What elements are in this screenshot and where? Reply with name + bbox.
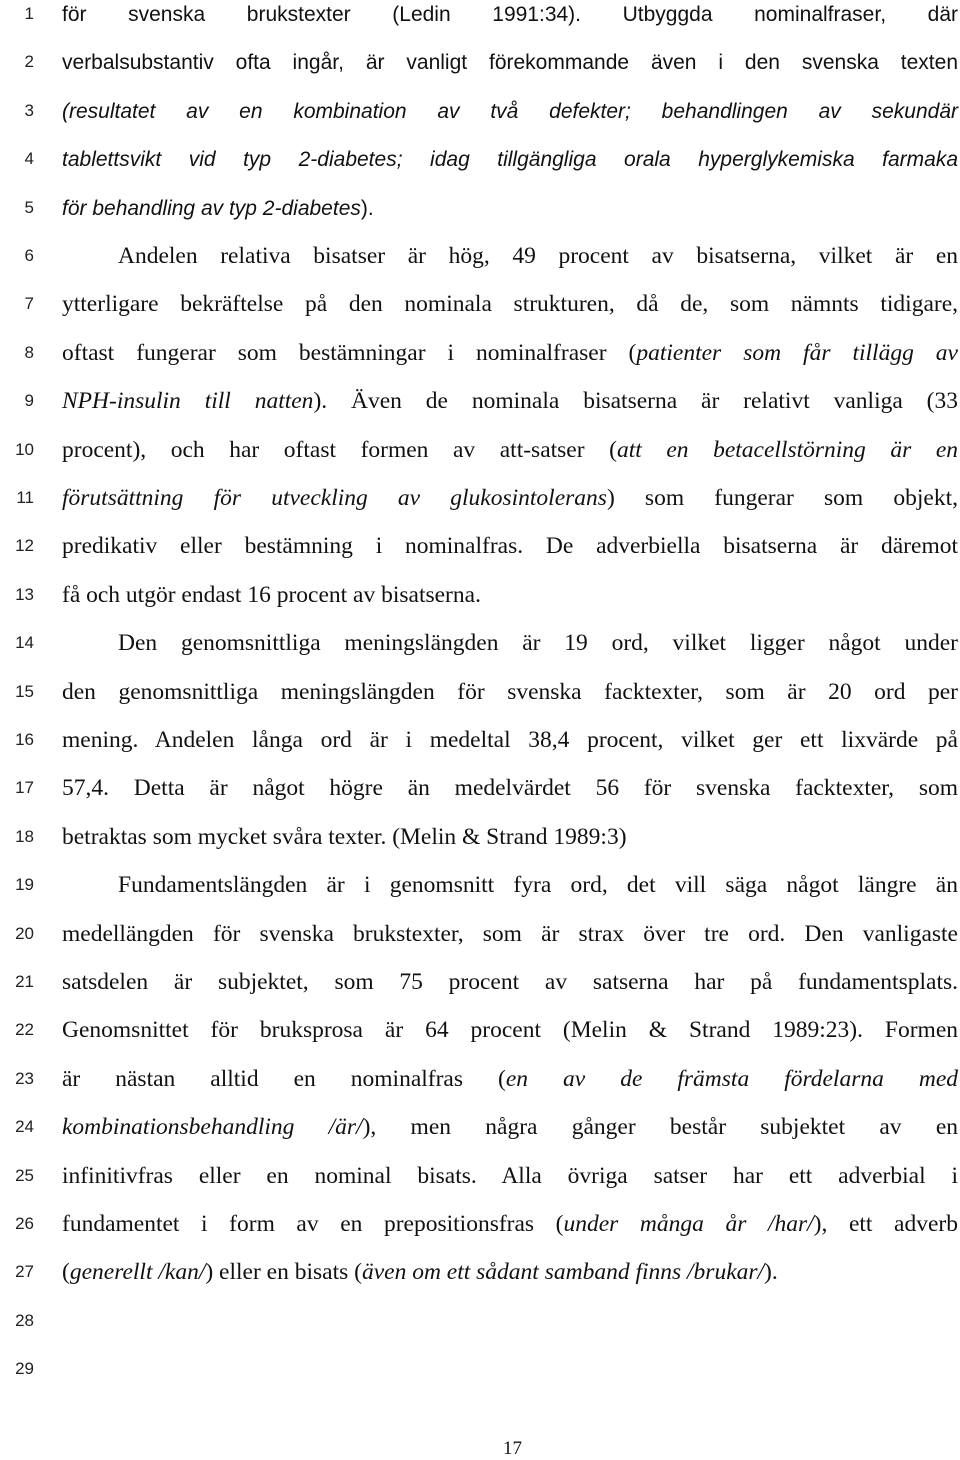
italic-example-text: förutsättning för utveckling av glukosintolerans (62, 485, 607, 511)
line-number: 3 (24, 100, 34, 120)
text-line (62, 193, 374, 223)
text-line (62, 338, 958, 368)
line-number: 11 (16, 488, 34, 507)
text-line (62, 580, 481, 610)
text-line (62, 1112, 958, 1142)
line-number: 12 (15, 536, 34, 556)
text-line (118, 870, 958, 900)
text-segment: ( (62, 1259, 70, 1286)
line-number: 28 (15, 1310, 34, 1330)
line-number: 21 (15, 972, 34, 991)
text-segment: procent), och har oftast formen av att-satser ( (62, 436, 617, 463)
text-segment: medellängden för svenska brukstexter, som är strax över tre ord. Den vanligaste (62, 920, 958, 947)
line-number: 22 (15, 1020, 34, 1040)
text-line (62, 289, 958, 319)
line-number: 17 (15, 778, 34, 798)
text-line (118, 628, 958, 658)
text-segment: ) som fungerar som objekt, (606, 485, 958, 511)
line-number: 29 (15, 1359, 34, 1379)
text-segment: ). Även de nominala bisatserna är relativt vanliga (33 (313, 388, 958, 415)
italic-example-text: kombinationsbehandling /är/ (62, 1114, 363, 1141)
text-line (62, 1015, 958, 1045)
text-segment: Fundamentslängden är i genomsnitt fyra ord, det vill säga något längre än (118, 872, 958, 899)
text-segment: ), men några gånger består subjektet av en (362, 1114, 958, 1141)
text-segment: ytterligare bekräftelse på den nominala strukturen, då de, som nämnts tidigare, (62, 291, 958, 318)
text-line (62, 773, 958, 803)
line-number: 6 (24, 246, 34, 265)
text-line (62, 0, 958, 29)
text-line (62, 435, 958, 465)
text-line (118, 241, 958, 271)
text-line (62, 386, 958, 416)
text-segment: satsdelen är subjektet, som 75 procent av satserna har på fundamentsplats. (62, 969, 958, 995)
line-number: 1 (24, 4, 34, 23)
line-number: 18 (15, 826, 34, 846)
line-number: 16 (15, 730, 34, 749)
italic-example-text: tablettsvikt vid typ 2-diabetes; idag tillgängliga orala hyperglykemiska farmaka (62, 148, 958, 172)
text-segment: för svenska brukstexter (Ledin 1991:34). Utbyggda nominalfraser, där (62, 3, 958, 26)
text-line (62, 725, 958, 755)
text-segment: predikativ eller bestämning i nominalfras. De adverbiella bisatserna är däremot (62, 533, 958, 560)
text-line (62, 531, 958, 561)
line-number: 25 (15, 1165, 34, 1185)
line-number: 10 (15, 439, 34, 459)
line-number: 9 (24, 391, 34, 411)
text-line (62, 47, 958, 77)
text-segment: ) eller en bisats ( (205, 1259, 362, 1286)
line-number: 15 (15, 681, 34, 701)
italic-example-text: även om ett sådant samband finns /brukar/ (361, 1259, 765, 1286)
text-line (62, 677, 958, 707)
italic-example-text: (resultatet av en kombination av två defekter; behandlingen av sekundär (62, 99, 958, 123)
italic-example-text: en av de främsta fördelarna med (505, 1065, 959, 1092)
line-number: 27 (15, 1262, 34, 1282)
text-segment: verbalsubstantiv ofta ingår, är vanligt förekommande även i den svenska texten (62, 51, 958, 75)
text-line (62, 967, 958, 997)
text-segment: få och utgör endast 16 procent av bisatserna. (62, 581, 481, 608)
line-number: 5 (24, 197, 34, 217)
text-segment: den genomsnittliga meningslängden för svenska facktexter, som är 20 ord per (62, 678, 958, 705)
text-segment: Genomsnittet för bruksprosa är 64 procent (Melin & Strand 1989:23). Formen (62, 1017, 958, 1044)
text-segment: är nästan alltid en nominalfras ( (62, 1065, 506, 1092)
text-line (62, 144, 958, 174)
text-line (62, 1064, 958, 1094)
text-segment: ). (764, 1259, 778, 1286)
text-segment: oftast fungerar som bestämningar i nominalfraser ( (62, 339, 637, 366)
line-number: 14 (15, 633, 34, 653)
line-number: 26 (15, 1214, 34, 1233)
line-number: 4 (24, 149, 34, 169)
text-segment: Andelen relativa bisatser är hög, 49 procent av bisatserna, vilket är en (118, 243, 958, 269)
italic-example-text: NPH-insulin till natten (62, 388, 314, 415)
text-line (62, 919, 958, 949)
text-line (62, 1257, 778, 1287)
text-segment: infinitivfras eller en nominal bisats. Alla övriga satser har ett adverbial i (62, 1162, 958, 1189)
italic-example-text: för behandling av typ 2-diabetes (62, 196, 361, 220)
italic-example-text: generellt /kan/ (69, 1259, 206, 1286)
text-line (62, 1209, 958, 1239)
italic-example-text: under många år /har/ (563, 1211, 814, 1237)
text-line (62, 483, 958, 513)
line-number: 2 (24, 52, 34, 72)
text-line (62, 1161, 958, 1191)
line-number: 24 (15, 1117, 34, 1137)
italic-example-text: att en betacellstörning är en (616, 436, 959, 463)
text-segment: ), ett adverb (813, 1211, 958, 1237)
line-number: 20 (15, 923, 34, 943)
text-segment: ). (360, 196, 374, 220)
text-line (62, 822, 627, 852)
text-segment: Den genomsnittliga meningslängden är 19 ord, vilket ligger något under (118, 630, 958, 657)
line-number: 23 (15, 1068, 34, 1088)
line-number: 7 (24, 294, 34, 314)
line-number: 13 (15, 584, 34, 604)
text-segment: betraktas som mycket svåra texter. (Melin & Strand 1989:3) (62, 823, 627, 850)
text-segment: fundamentet i form av en prepositionsfras ( (62, 1211, 564, 1237)
line-number: 8 (24, 342, 34, 362)
text-segment: mening. Andelen långa ord är i medeltal 38,4 procent, vilket ger ett lixvärde på (62, 727, 958, 753)
line-number: 19 (15, 875, 34, 895)
text-line (62, 96, 958, 126)
italic-example-text: patienter som får tillägg av (636, 339, 958, 366)
text-segment: 57,4. Detta är något högre än medelvärdet 56 för svenska facktexter, som (62, 775, 958, 802)
page-number: 17 (503, 1438, 522, 1459)
